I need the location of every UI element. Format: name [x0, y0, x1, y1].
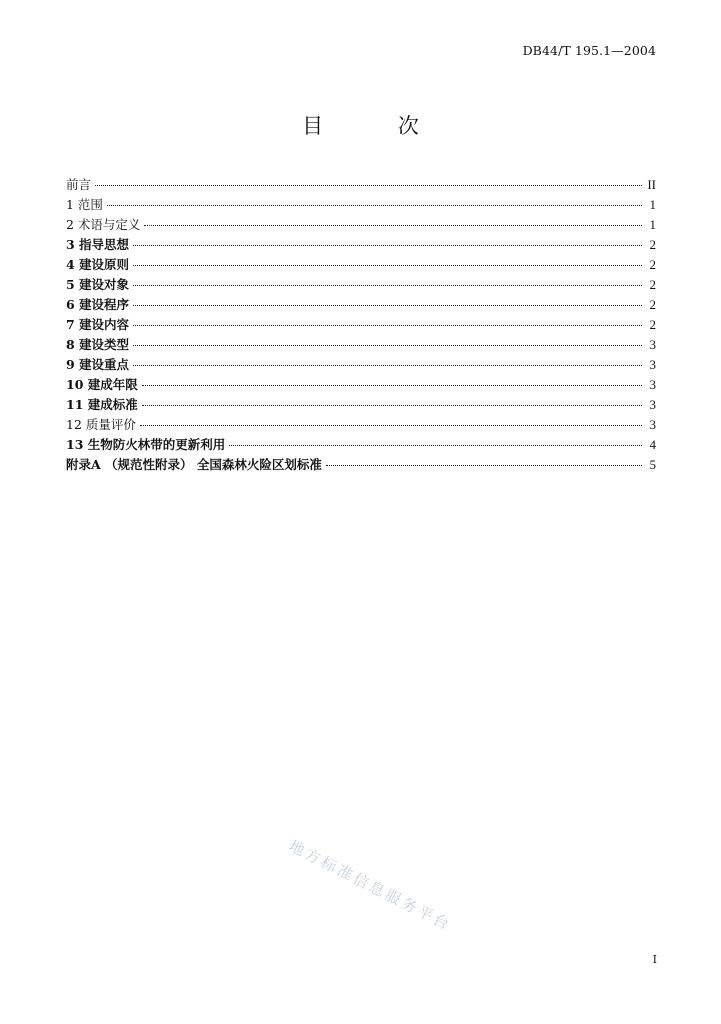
- toc-leader-dots: [144, 225, 642, 226]
- toc-leader-dots: [133, 285, 642, 286]
- toc-leader-dots: [133, 345, 642, 346]
- toc-entry-label: 10 建成年限: [66, 377, 138, 392]
- toc-entry-construction-principles[interactable]: [66, 255, 656, 275]
- toc-entry-guiding-ideology[interactable]: [66, 235, 656, 255]
- toc-entry-page: 5: [649, 457, 656, 472]
- toc-entry-foreword[interactable]: [66, 175, 656, 195]
- page-title: 目 次: [302, 114, 453, 138]
- toc-entry-appendix-a[interactable]: [66, 455, 656, 475]
- toc-entry-page: 2: [649, 257, 656, 272]
- toc-entry-label: 1 范围: [66, 197, 103, 212]
- toc-entry-construction-focus[interactable]: [66, 355, 656, 375]
- toc-entry-page: 3: [649, 357, 656, 372]
- toc-entry-construction-procedure[interactable]: [66, 295, 656, 315]
- toc-entry-renewal-utilization[interactable]: [66, 435, 656, 455]
- standard-code: DB44/T 195.1—2004: [522, 43, 656, 58]
- toc-entry-page: 1: [649, 197, 656, 212]
- toc-entry-page: 2: [649, 237, 656, 252]
- toc-entry-label: 6 建设程序: [66, 297, 130, 312]
- toc-entry-label: 7 建设内容: [66, 317, 130, 332]
- toc-entry-construction-objects[interactable]: [66, 275, 656, 295]
- toc-entry-label: 8 建设类型: [66, 337, 130, 352]
- toc-leader-dots: [95, 185, 642, 186]
- toc-entry-page: 2: [649, 297, 656, 312]
- toc-leader-dots: [142, 385, 642, 386]
- toc-leader-dots: [133, 325, 642, 326]
- toc-entry-label: 前言: [66, 177, 92, 192]
- toc-entry-page: 3: [649, 417, 656, 432]
- toc-leader-dots: [133, 265, 642, 266]
- toc-entry-construction-content[interactable]: [66, 315, 656, 335]
- toc-leader-dots: [229, 445, 642, 446]
- toc-entry-page: 2: [649, 277, 656, 292]
- toc-leader-dots: [133, 365, 642, 366]
- toc-entry-completion-standard[interactable]: [66, 395, 656, 415]
- toc-leader-dots: [133, 305, 642, 306]
- toc-entry-page: 4: [649, 437, 656, 452]
- toc-entry-label: 2 术语与定义: [66, 217, 141, 232]
- toc-leader-dots: [326, 465, 642, 466]
- toc-entry-label: 3 指导思想: [66, 237, 130, 252]
- toc-leader-dots: [133, 245, 642, 246]
- toc-leader-dots: [140, 425, 642, 426]
- toc-entry-label: 11 建成标准: [66, 397, 138, 412]
- toc-entry-construction-types[interactable]: [66, 335, 656, 355]
- page-number: I: [652, 953, 657, 966]
- toc-entry-label: 12 质量评价: [66, 417, 136, 432]
- toc-entry-quality-evaluation[interactable]: [66, 415, 656, 435]
- watermark: 地方标准信息服务平台: [285, 836, 455, 935]
- toc-entry-page: II: [647, 177, 656, 192]
- toc-entry-label: 9 建设重点: [66, 357, 130, 372]
- toc-entry-completion-period[interactable]: [66, 375, 656, 395]
- toc-entry-label: 附录A （规范性附录） 全国森林火险区划标准: [66, 457, 322, 472]
- table-of-contents: [66, 175, 656, 475]
- toc-entry-page: 3: [649, 377, 656, 392]
- toc-leader-dots: [142, 405, 642, 406]
- toc-leader-dots: [107, 205, 642, 206]
- toc-entry-page: 2: [649, 317, 656, 332]
- toc-entry-terms-definitions[interactable]: [66, 215, 656, 235]
- toc-entry-scope[interactable]: [66, 195, 656, 215]
- toc-entry-label: 5 建设对象: [66, 277, 130, 292]
- toc-entry-page: 3: [649, 337, 656, 352]
- toc-entry-label: 4 建设原则: [66, 257, 130, 272]
- toc-entry-page: 3: [649, 397, 656, 412]
- toc-entry-page: 1: [649, 217, 656, 232]
- toc-entry-label: 13 生物防火林带的更新利用: [66, 437, 226, 452]
